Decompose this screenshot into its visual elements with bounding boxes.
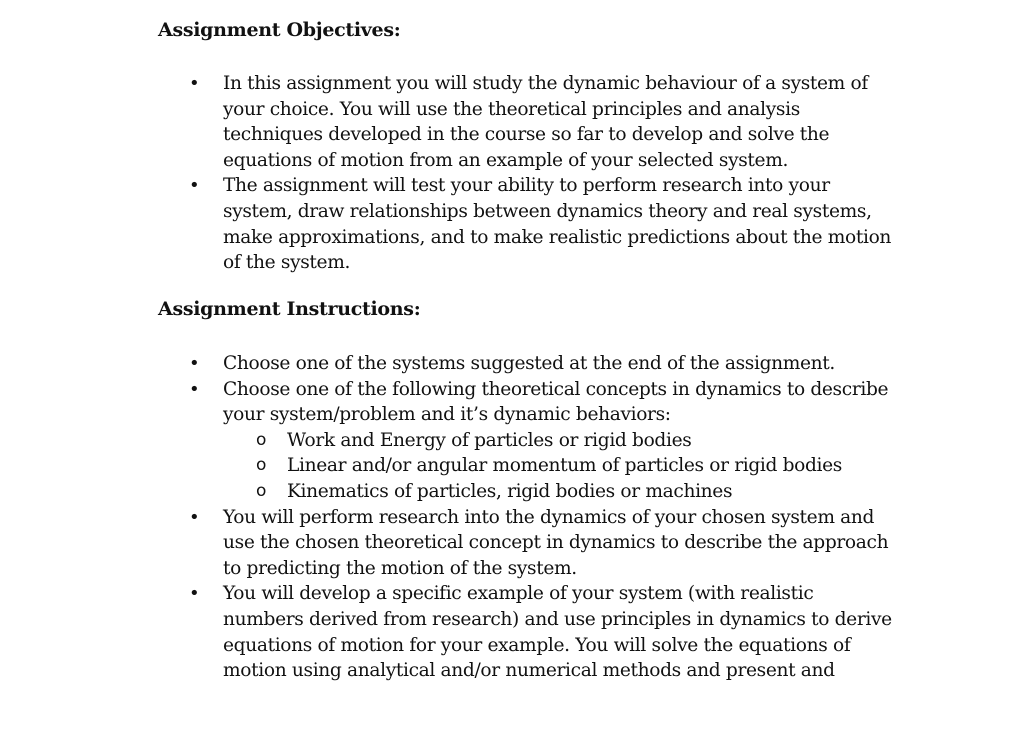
list-item — [0, 377, 913, 505]
text-line: numbers derived from research) and use principles in dynamics to derive — [223, 608, 892, 630]
sublist-item-text: Work and Energy of particles or rigid bodies — [287, 429, 692, 451]
list-item — [0, 173, 913, 275]
subbullet-marker: o — [256, 429, 267, 450]
text-line: techniques developed in the course so far to develop and solve the — [223, 124, 830, 146]
instructions-list — [0, 351, 913, 684]
bullet-marker: • — [189, 506, 200, 528]
text-line: make approximations, and to make realistic predictions about the motion — [223, 226, 892, 248]
bullet-marker: • — [189, 353, 200, 374]
objectives-list — [0, 71, 913, 276]
concepts-sublist — [223, 428, 913, 505]
text-line: The assignment will test your ability to perform research into your — [223, 175, 830, 197]
text-line: to predicting the motion of the system. — [223, 557, 577, 579]
text-line: Choose one of the following theoretical concepts in dynamics to describe — [223, 378, 889, 400]
text-line: You will develop a specific example of your system (with realistic — [223, 583, 814, 605]
text-line: your system/problem and it’s dynamic behaviors: — [223, 404, 671, 426]
text-line: your choice. You will use the theoretical principles and analysis — [223, 98, 800, 120]
text-line: use the chosen theoretical concept in dynamics to describe the approach — [223, 532, 889, 554]
text-line: motion using analytical and/or numerical methods and present and — [223, 660, 835, 682]
text-line: system, draw relationships between dynamics theory and real systems, — [223, 200, 872, 222]
text-line: equations of motion for your example. You will solve the equations of — [223, 634, 851, 656]
subbullet-marker: o — [256, 480, 267, 501]
bullet-marker: • — [189, 175, 200, 197]
sublist-item — [223, 453, 913, 479]
instructions-heading: Assignment Instructions: — [158, 298, 421, 320]
text-line: In this assignment you will study the dynamic behaviour of a system of — [223, 73, 868, 94]
bullet-marker: • — [189, 378, 200, 400]
sublist-item — [223, 428, 913, 454]
list-item — [0, 71, 913, 173]
list-item — [0, 505, 913, 582]
sublist-item-text: Kinematics of particles, rigid bodies or machines — [287, 480, 733, 502]
objectives-heading: Assignment Objectives: — [158, 19, 401, 41]
bullet-marker: • — [189, 583, 200, 605]
sublist-item-text: Linear and/or angular momentum of particles or rigid bodies — [287, 455, 843, 477]
text-line: of the system. — [223, 252, 351, 274]
text-line: You will perform research into the dynamics of your chosen system and — [223, 506, 875, 528]
bullet-marker: • — [189, 73, 200, 94]
list-item — [0, 351, 913, 377]
text-line: Choose one of the systems suggested at the end of the assignment. — [223, 353, 835, 374]
text-line: equations of motion from an example of your selected system. — [223, 149, 789, 171]
sublist-item — [223, 479, 913, 505]
list-item — [0, 581, 913, 683]
subbullet-marker: o — [256, 455, 267, 476]
